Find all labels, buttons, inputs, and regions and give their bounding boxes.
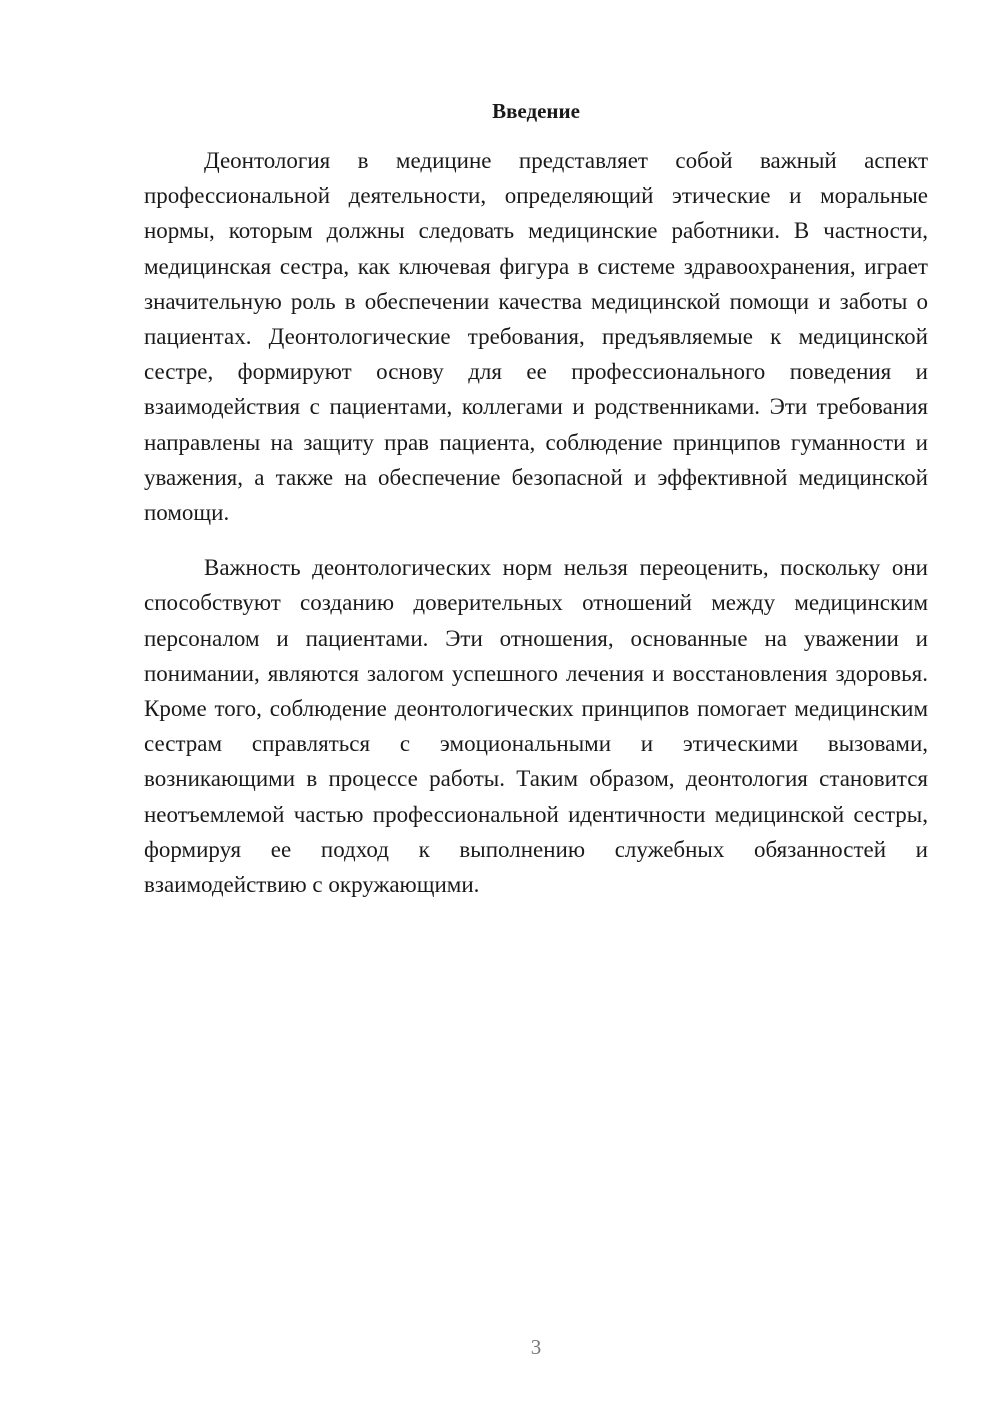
body-text — [144, 143, 928, 902]
section-heading: Введение — [492, 99, 580, 123]
paragraph-1: Деонтология в медицине представляет собой важный аспект профессиональной деятельности, определяющий этические и моральные нормы, которым должны следовать медицинские работники. В частности, медицинская сестра, как ключевая фигура в системе здравоохранения, играет значительную роль в обеспечении качества медицинской помощи и заботы о пациентах. Деонтологические требования, предъявляемые к медицинской сестре, формируют основу для ее профессионального поведения и взаимодействия с пациентами, коллегами и родственниками. Эти требования направлены на защиту прав пациента, соблюдение принципов гуманности и уважения, а также на обеспечение безопасной и эффективной медицинской помощи. — [144, 148, 928, 526]
page-number: 3 — [530, 1335, 542, 1359]
paragraph-2: Важность деонтологических норм нельзя переоценить, поскольку они способствуют созданию доверительных отношений между медицинским персоналом и пациентами. Эти отношения, основанные на уважении и понимании, являются залогом успешного лечения и восстановления здоровья. Кроме того, соблюдение деонтологических принципов помогает медицинским сестрам справляться с эмоциональными и этическими вызовами, возникающими в процессе работы. Таким образом, деонтология становится неотъемлемой частью профессиональной идентичности медицинской сестры, формируя ее подход к выполнению служебных обязанностей и взаимодействию с окружающими. — [144, 555, 928, 898]
